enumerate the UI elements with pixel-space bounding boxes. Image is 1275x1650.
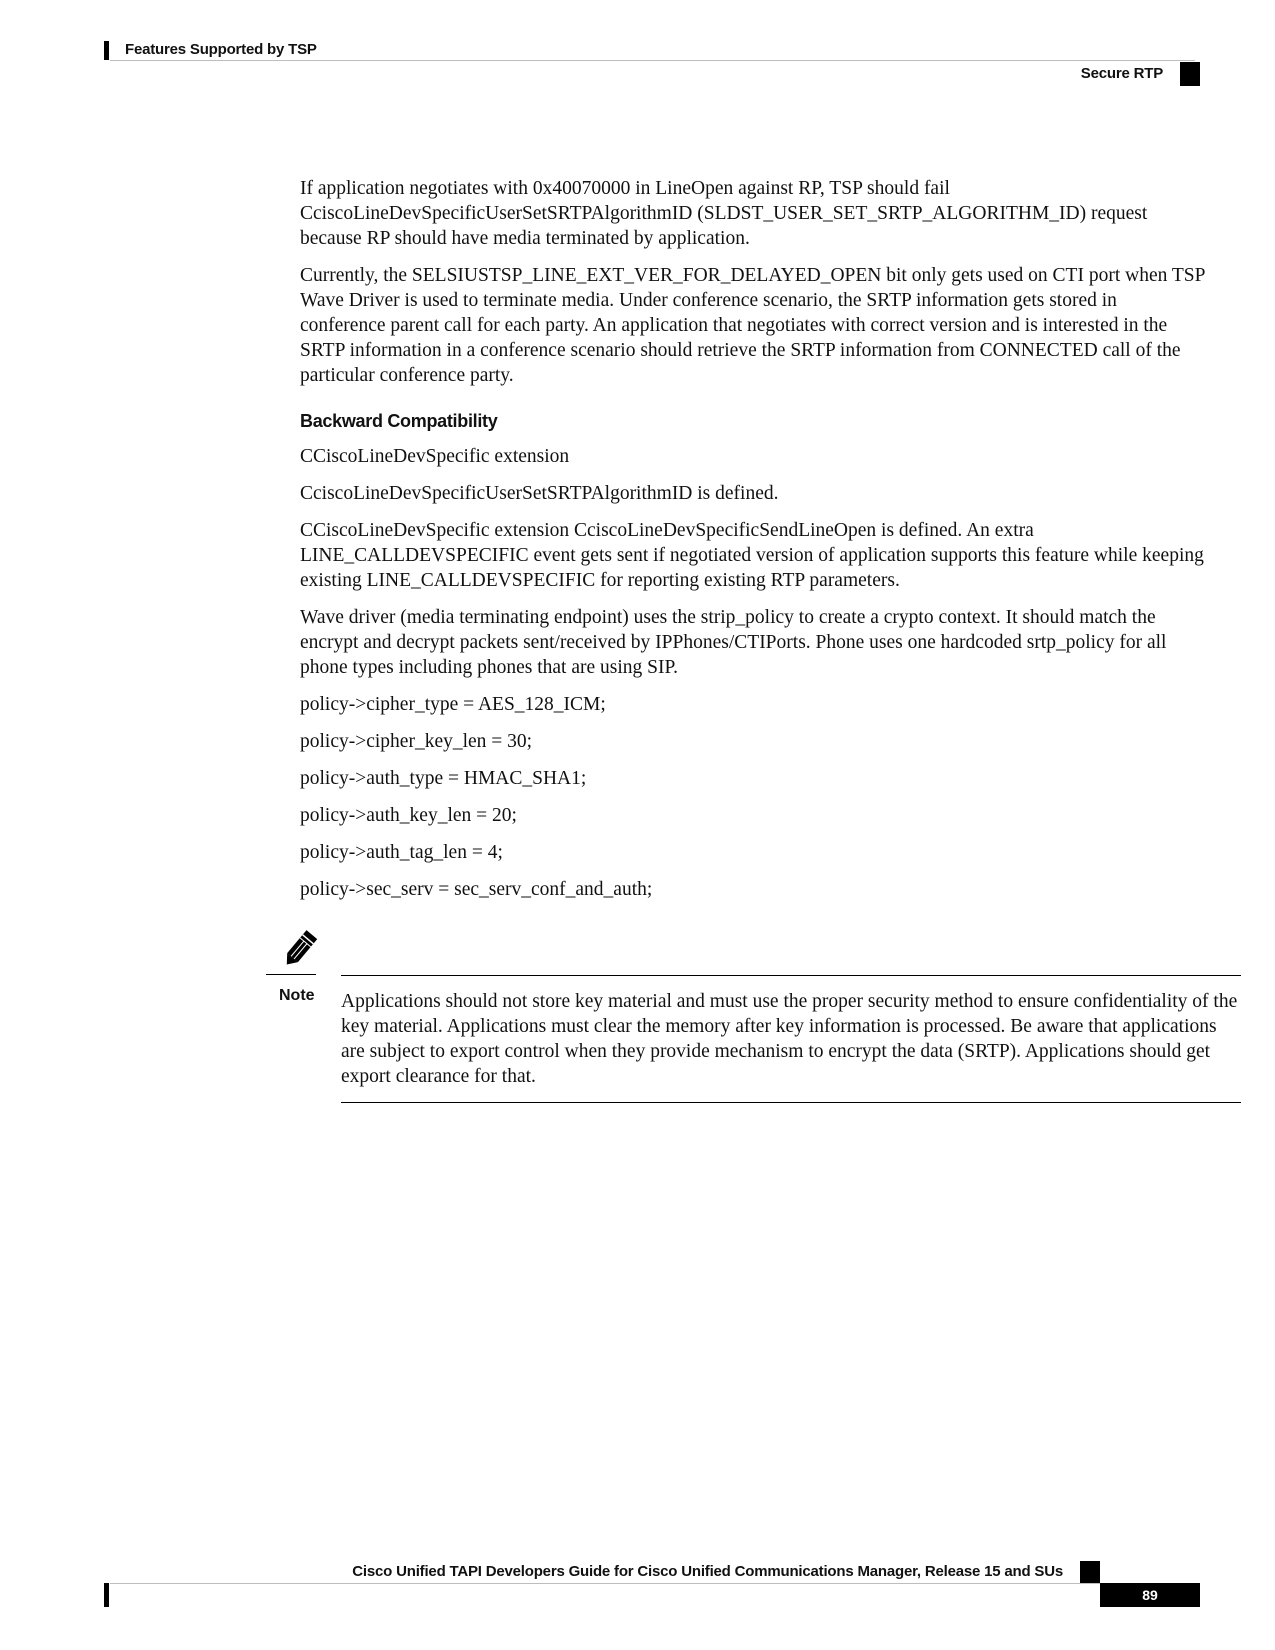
paragraph: Wave driver (media terminating endpoint) uses the strip_policy to create a crypto context. It should match the encrypt and decrypt packets sent/received by IPPhones/CTIPorts. Phone uses one hardcoded srtp_policy for all phone types including phones that are using SIP. bbox=[300, 607, 1167, 678]
code-line: policy->auth_tag_len = 4; bbox=[300, 842, 503, 863]
code-line: policy->auth_key_len = 20; bbox=[300, 805, 517, 826]
note-label: Note bbox=[279, 987, 315, 1004]
code-line: policy->cipher_key_len = 30; bbox=[300, 731, 533, 752]
paragraph: Currently, the SELSIUSTSP_LINE_EXT_VER_FOR_DELAYED_OPEN bit only gets used on CTI port when TSP Wave Driver is used to terminate media. Under conference scenario, the SRTP information gets stored in conference parent call for each party. An application that negotiates with correct version and is interested in the SRTP information in a conference scenario should retrieve the SRTP information from CONNECTED call of the particular conference party. bbox=[300, 265, 1205, 386]
code-line: policy->auth_type = HMAC_SHA1; bbox=[300, 768, 587, 789]
code-line: policy->sec_serv = sec_serv_conf_and_auth; bbox=[300, 879, 653, 900]
paragraph: CciscoLineDevSpecificUserSetSRTPAlgorithmID is defined. bbox=[300, 483, 779, 504]
code-line: policy->cipher_type = AES_128_ICM; bbox=[300, 694, 606, 715]
footer-marker bbox=[1080, 1561, 1100, 1583]
note-icon-divider bbox=[266, 974, 316, 975]
footer-document-title: Cisco Unified TAPI Developers Guide for Cisco Unified Communications Manager, Release 15 and SUs bbox=[352, 1563, 1063, 1580]
header-left-bar bbox=[104, 41, 109, 60]
page-body bbox=[300, 176, 1205, 914]
footer-left-bar bbox=[104, 1583, 109, 1607]
header-chapter-title: Features Supported by TSP bbox=[125, 41, 317, 58]
page-number: 89 bbox=[1100, 1583, 1200, 1607]
paragraph: CCiscoLineDevSpecific extension bbox=[300, 446, 570, 467]
header-divider bbox=[110, 60, 1195, 61]
section-heading: Backward Compatibility bbox=[300, 411, 498, 431]
header-right-marker bbox=[1180, 62, 1200, 86]
note-bottom-divider bbox=[341, 1102, 1241, 1103]
footer-divider bbox=[110, 1583, 1100, 1584]
paragraph: CCiscoLineDevSpecific extension CciscoLineDevSpecificSendLineOpen is defined. An extra LINE_CALLDEVSPECIFIC event gets sent if negotiated version of application supports this feature while keeping existing LINE_CALLDEVSPECIFIC for reporting existing RTP parameters. bbox=[300, 520, 1204, 591]
pencil-note-icon bbox=[280, 930, 318, 970]
note-top-divider bbox=[341, 975, 1241, 976]
paragraph: If application negotiates with 0x40070000 in LineOpen against RP, TSP should fail CciscoLineDevSpecificUserSetSRTPAlgorithmID (SLDST_USER_SET_SRTP_ALGORITHM_ID) request because RP should have media terminated by application. bbox=[300, 178, 1148, 249]
header-section-title: Secure RTP bbox=[1080, 65, 1163, 82]
note-text: Applications should not store key material and must use the proper security method to ensure confidentiality of the key material. Applications must clear the memory after key information is processed. Be aware that applications are subject to export control when they provide mechanism to encrypt the data (SRTP). Applications should get export clearance for that. bbox=[341, 991, 1238, 1087]
